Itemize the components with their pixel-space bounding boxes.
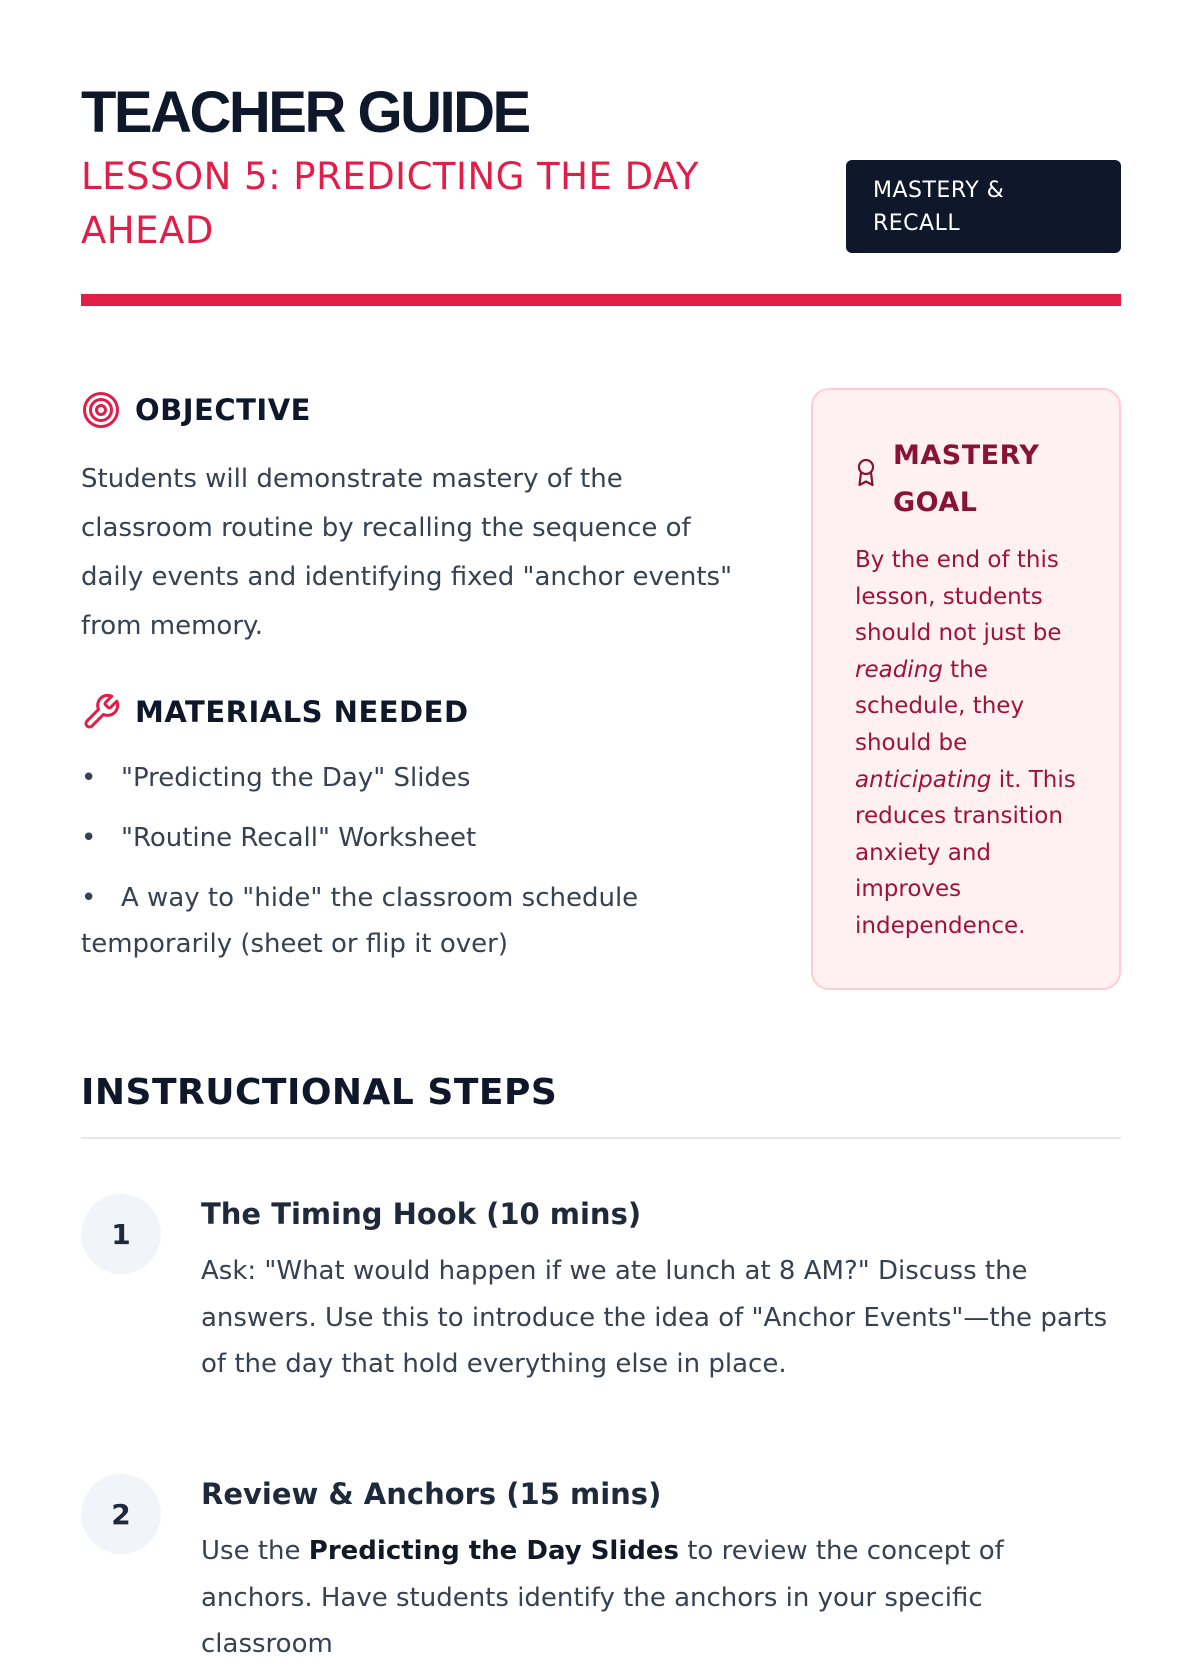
wrench-icon [81, 692, 121, 732]
list-item: • A way to "hide" the classroom schedule temporarily (sheet or flip it over) [81, 875, 761, 967]
mastery-recall-badge: MASTERY & RECALL [846, 160, 1121, 253]
step-body: Use the Predicting the Day Slides to review the concept of anchors. Have students identify the anchors in your specific classroom [201, 1536, 1004, 1659]
mastery-goal-card [811, 388, 1121, 990]
guide-header [81, 80, 1121, 308]
materials-list [81, 755, 761, 981]
step-title: The Timing Hook (10 mins) [201, 1197, 642, 1231]
materials-title: MATERIALS NEEDED [135, 695, 469, 729]
page-title: TEACHER GUIDE [81, 80, 529, 145]
bullet: • [81, 823, 97, 853]
mastery-goal-text: By the end of this lesson, students should not just be reading the schedule, they should be anticipating it. This reduces transition anxiety and improves independence. [855, 547, 1076, 939]
steps-divider [81, 1137, 1121, 1139]
step-title: Review & Anchors (15 mins) [201, 1477, 662, 1511]
objective-title: OBJECTIVE [135, 393, 311, 427]
list-item: • "Predicting the Day" Slides [81, 755, 761, 801]
step-number: 2 [81, 1474, 161, 1554]
award-icon [855, 458, 877, 488]
materials-heading [81, 690, 469, 734]
list-item: • "Routine Recall" Worksheet [81, 815, 761, 861]
steps-heading: INSTRUCTIONAL STEPS [81, 1072, 558, 1113]
step-number: 1 [81, 1194, 161, 1274]
step-body: Ask: "What would happen if we ate lunch at 8 AM?" Discuss the answers. Use this to introduce the idea of "Anchor Events"—the parts of the day that hold everything else in place. [201, 1256, 1108, 1379]
target-icon [81, 390, 121, 430]
objective-text: Students will demonstrate mastery of the classroom routine by recalling the sequence of daily events and identifying fixed "anchor events" from memory. [81, 464, 733, 641]
bullet: • [81, 883, 97, 913]
mastery-goal-heading: MASTERY GOAL [855, 432, 1079, 526]
header-divider [81, 294, 1121, 306]
bullet: • [81, 763, 97, 793]
objective-heading [81, 388, 311, 432]
lesson-subtitle: LESSON 5: PREDICTING THE DAY AHEAD [81, 155, 699, 252]
